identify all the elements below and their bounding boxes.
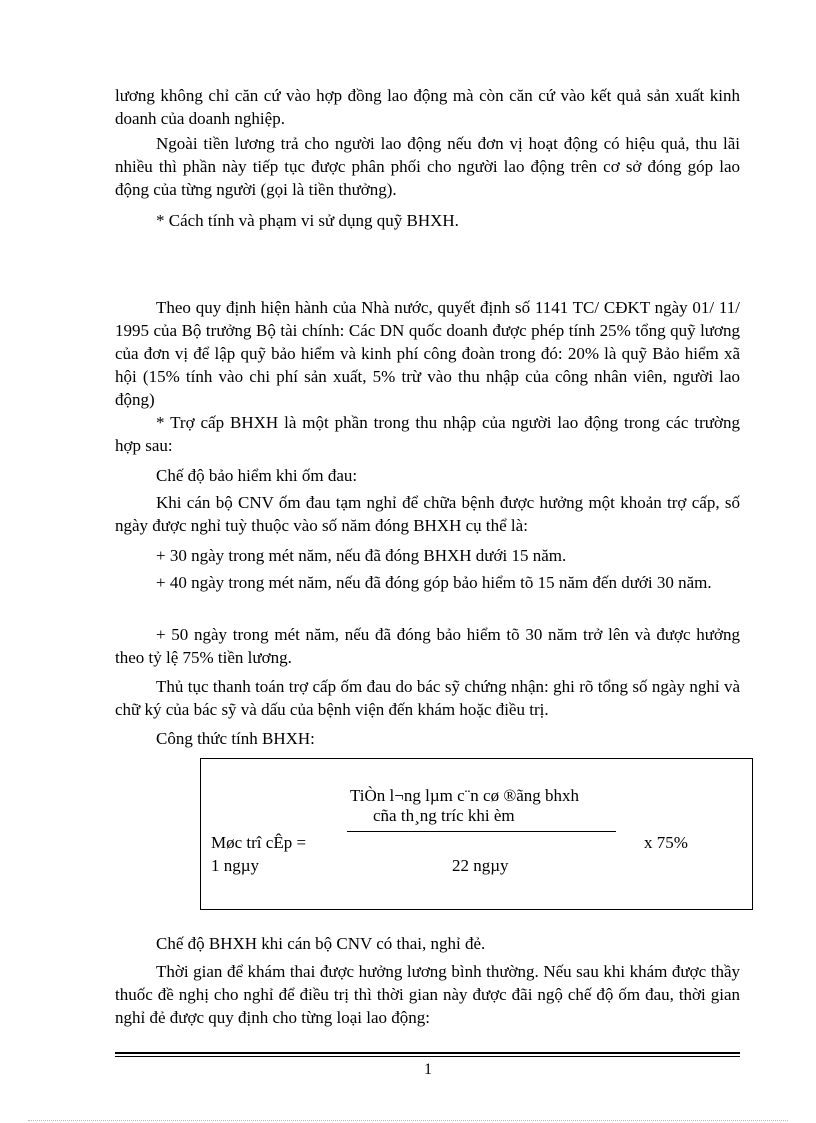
list-item-40-days: + 40 ngày trong mét năm, nếu đã đóng góp bảo hiểm tõ 15 năm đến dưới 30 năm. (156, 573, 712, 592)
list-item-50-days: + 50 ngày trong mét năm, nếu đã đóng bảo hiểm tõ 30 năm trở lên và được hưởng theo tỷ lệ 75% tiền lương. (115, 625, 740, 667)
formula-box (200, 758, 753, 910)
heading-maternity-regime: Chế độ BHXH khi cán bộ CNV có thai, nghỉ đẻ. (156, 934, 486, 953)
formula-denominator: 22 ngµy (452, 856, 509, 875)
heading-formula: Công thức tính BHXH: (156, 729, 315, 748)
heading-sickness-regime: Chế độ bảo hiểm khi ốm đau: (156, 466, 358, 485)
formula-multiplier: x 75% (644, 833, 688, 852)
paragraph-maternity: Thời gian để khám thai được hưởng lương bình thường. Nếu sau khi khám được thầy thuốc đề nghị cho nghỉ để điều trị thì thời gian này được đãi ngộ chế độ ốm đau, thời gian nghỉ đẻ được quy định cho từng loại lao động: (115, 962, 740, 1027)
paragraph-bonus: Ngoài tiền lương trả cho người lao động nếu đơn vị hoạt động có hiệu quả, thu lãi nhiều thì phần này tiếp tục được phân phối cho người lao động trên cơ sở đóng góp lao động của từng người (gọi là tiền thưởng). (115, 134, 740, 199)
footer-rule-thick (115, 1052, 740, 1054)
paragraph-allowance-intro: * Trợ cấp BHXH là một phần trong thu nhập của người lao động trong các trường hợp sau: (115, 413, 740, 455)
paragraph-procedure: Thủ tục thanh toán trợ cấp ốm đau do bác sỹ chứng nhận: ghi rõ tổng số ngày nghỉ và chữ ký của bác sỹ và dấu của bệnh viện đến khám hoặc điều trị. (115, 677, 740, 719)
formula-lhs-line2: 1 ngµy (211, 856, 260, 875)
fraction-bar (347, 831, 616, 832)
section-heading-bhxh-fund: * Cách tính và phạm vi sử dụng quỹ BHXH. (156, 211, 459, 230)
formula-numerator-line1: TiÒn l¬ng lµm c¨n cø ®ãng bhxh (350, 786, 580, 805)
paragraph-sick-leave: Khi cán bộ CNV ốm đau tạm nghỉ để chữa bệnh được hưởng một khoản trợ cấp, số ngày được nghỉ tuỳ thuộc vào số năm đóng BHXH cụ thể là: (115, 493, 740, 535)
formula-lhs-line1: Møc trî cÊp = (211, 833, 307, 852)
footer-rule-thin (115, 1056, 740, 1057)
formula-numerator-line2: cña th¸ng tríc khi èm (373, 806, 515, 825)
page-number: 1 (424, 1061, 432, 1078)
paragraph-continuation: lương không chỉ căn cứ vào hợp đồng lao động mà còn căn cứ vào kết quả sản xuất kinh doanh của doanh nghiệp. (115, 86, 740, 128)
paragraph-regulation: Theo quy định hiện hành của Nhà nước, quyết định số 1141 TC/ CĐKT ngày 01/ 11/ 1995 của Bộ trưởng Bộ tài chính: Các DN quốc doanh được phép tính 25% tổng quỹ lương của đơn vị để lập quỹ bảo hiểm và kinh phí công đoàn trong đó: 20% là quỹ Bảo hiểm xã hội (15% tính vào chi phí sản xuất, 5% trừ vào thu nhập của công nhân viên, người lao động) (115, 298, 740, 409)
page-bottom-dotted-edge (28, 1120, 788, 1121)
list-item-30-days: + 30 ngày trong mét năm, nếu đã đóng BHXH dưới 15 năm. (156, 546, 567, 565)
